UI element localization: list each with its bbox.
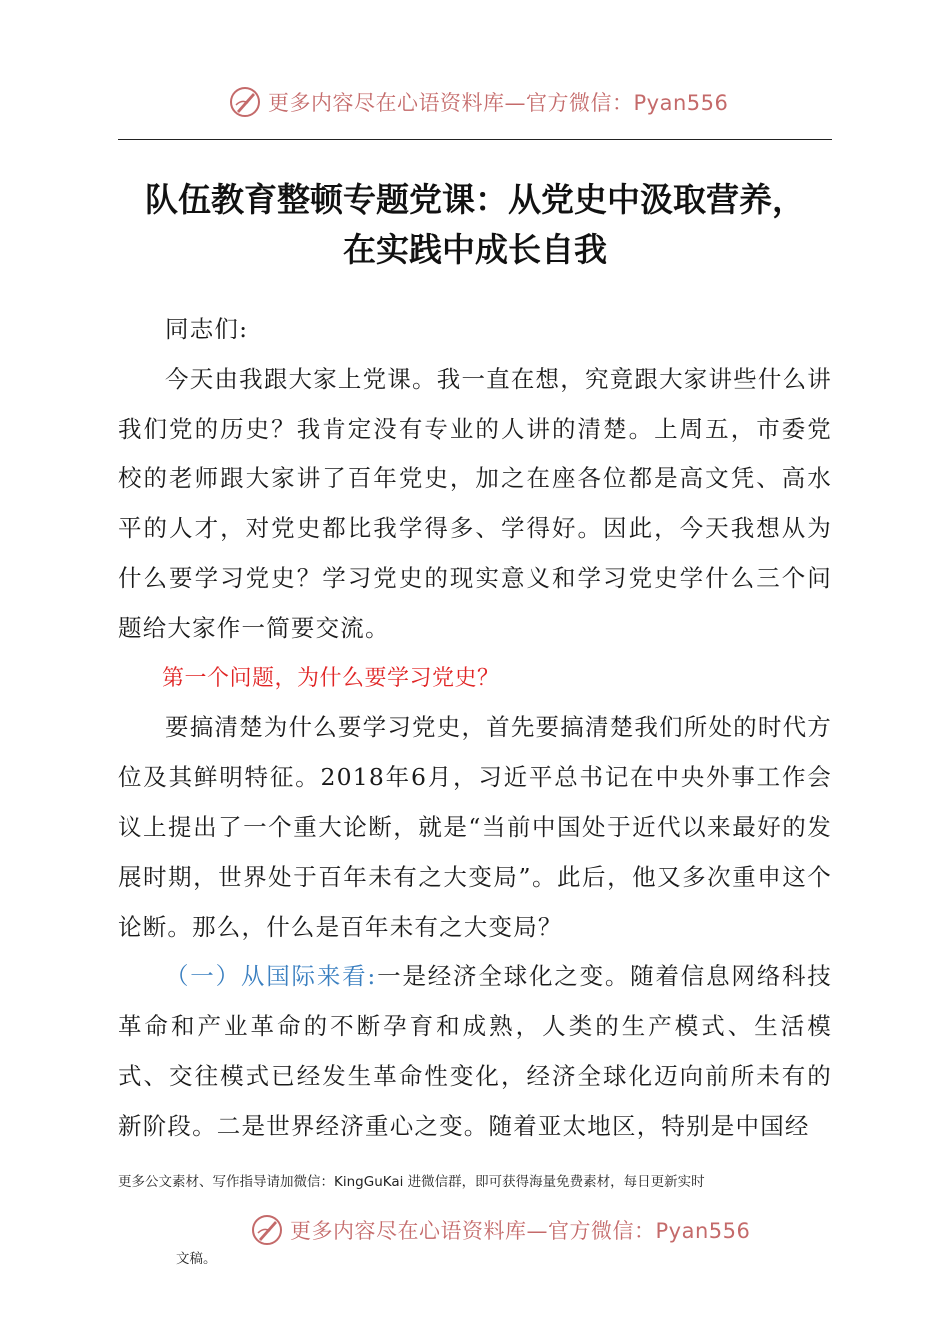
- quill-logo-icon: [250, 1213, 284, 1247]
- paragraph-intro: 今天由我跟大家上党课。我一直在想，究竟跟大家讲些什么讲我们党的历史？我肯定没有专业的人讲的清楚。上周五，市委党校的老师跟大家讲了百年党史，加之在座各位都是高文凭、高水平的人才，对党史都比我学得多、学得好。因此，今天我想从为什么要学习党史？学习党史的现实意义和学习党史学什么三个问题给大家作一简要交流。: [118, 364, 832, 642]
- title-line-1: 队伍教育整顿专题党课：从党史中汲取营养，: [145, 180, 805, 219]
- salutation: 同志们:: [165, 315, 249, 343]
- header-watermark-banner: [228, 84, 728, 120]
- footer-watermark-banner: [250, 1212, 750, 1248]
- quill-logo-icon: [228, 85, 262, 119]
- section-heading-1: 第一个问题，为什么要学习党史？: [162, 665, 500, 691]
- header-banner-text: 更多内容尽在心语资料库—官方微信：Pyan556: [268, 91, 729, 115]
- document-title: [100, 175, 850, 275]
- footer-note-tail: 文稿。: [176, 1251, 217, 1267]
- footer-promo-note: 更多公文素材、写作指导请加微信：KingGuKai 进微信群，即可获得海量免费素材，每日更新实时: [118, 1174, 705, 1190]
- title-line-2: 在实践中成长自我: [343, 230, 607, 269]
- paragraph-era: 要搞清楚为什么要学习党史，首先要搞清楚我们所处的时代方位及其鲜明特征。2018年6月，习近平总书记在中央外事工作会议上提出了一个重大论断，就是“当前中国处于近代以来最好的发展时期，世界处于百年未有之大变局”。此后，他又多次重申这个论断。那么，什么是百年未有之大变局？: [118, 713, 832, 941]
- paragraph-international-body: 一是经济全球化之变。随着信息网络科技革命和产业革命的不断孕育和成熟，人类的生产模式、生活模式、交往模式已经发生革命性变化，经济全球化迈向前所未有的新阶段。二是世界经济重心之变。随着亚太地区，特别是中国经: [118, 962, 832, 1140]
- document-body: [118, 305, 832, 1152]
- footer-banner-text: 更多内容尽在心语资料库—官方微信：Pyan556: [290, 1219, 751, 1243]
- subheading-international: （一）从国际来看:: [165, 962, 377, 991]
- header-divider: [118, 139, 832, 140]
- paragraph-international: [118, 952, 832, 1151]
